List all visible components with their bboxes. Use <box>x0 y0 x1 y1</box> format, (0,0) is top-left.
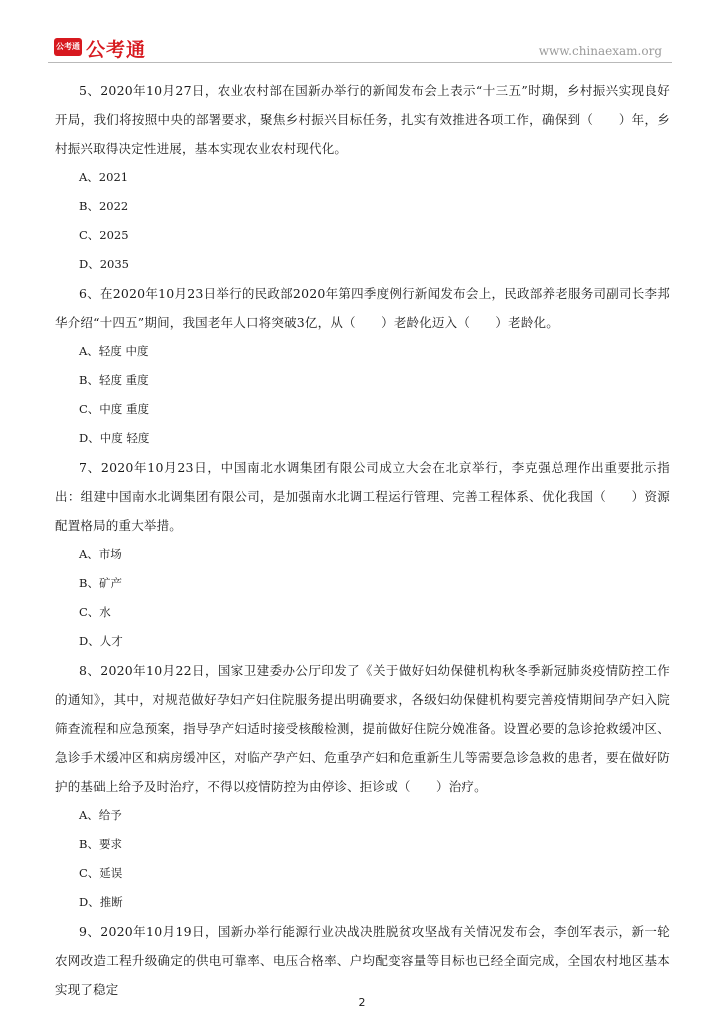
header-divider <box>48 62 672 63</box>
question-5-option-a: A、2021 <box>79 170 129 184</box>
site-url[interactable]: www.chinaexam.org <box>538 44 662 58</box>
question-7-option-b: B、矿产 <box>79 576 122 590</box>
question-5-option-b: B、2022 <box>79 199 129 213</box>
question-8-option-a: A、给予 <box>79 808 122 822</box>
question-6-option-b: B、轻度 重度 <box>79 373 149 387</box>
question-8-option-b: B、要求 <box>79 837 122 851</box>
question-5-option-c: C、2025 <box>79 228 129 242</box>
logo-badge-icon: 公考通 <box>54 38 82 56</box>
question-6-text: 6、在2020年10月23日举行的民政部2020年第四季度例行新闻发布会上，民政部养老服务司副司长李邦华介绍“十四五”期间，我国老年人口将突破3亿，从（ ）老龄化迈入（ ）老龄化。 <box>55 286 670 330</box>
page-header <box>48 34 672 62</box>
question-5-option-d: D、2035 <box>79 257 129 271</box>
question-7-option-c: C、水 <box>79 605 111 619</box>
logo-text: 公考通 <box>86 39 147 61</box>
question-6-option-d: D、中度 轻度 <box>79 431 150 445</box>
question-7-option-a: A、市场 <box>79 547 122 561</box>
question-list <box>55 76 670 1004</box>
question-9-text: 9、2020年10月19日，国新办举行能源行业决战决胜脱贫攻坚战有关情况发布会，李创军表示，新一轮农网改造工程升级确定的供电可靠率、电压合格率、户均配变容量等目标也已经全面完成，全国农村地区基本实现了稳定 <box>55 924 670 997</box>
question-7-option-d: D、人才 <box>79 634 123 648</box>
question-6-option-c: C、中度 重度 <box>79 402 149 416</box>
question-8-option-d: D、推断 <box>79 895 123 909</box>
question-8-text: 8、2020年10月22日，国家卫建委办公厅印发了《关于做好妇幼保健机构秋冬季新冠肺炎疫情防控工作的通知》，其中，对规范做好孕妇产妇住院服务提出明确要求，各级妇幼保健机构要完善疫情期间孕产妇入院筛查流程和应急预案，指导孕产妇适时接受核酸检测，提前做好住院分娩准备。设置必要的急诊抢救缓冲区、急诊手术缓冲区和病房缓冲区，对临产孕产妇、危重孕产妇和危重新生儿等需要急诊急救的患者，要在做好防护的基础上给予及时治疗，不得以疫情防控为由停诊、拒诊或（ ）治疗。 <box>55 663 670 794</box>
question-6-option-a: A、轻度 中度 <box>79 344 149 358</box>
question-8-option-c: C、延误 <box>79 866 123 880</box>
page-number: 2 <box>358 996 366 1009</box>
question-5-text: 5、2020年10月27日，农业农村部在国新办举行的新闻发布会上表示“十三五”时期，乡村振兴实现良好开局，我们将按照中央的部署要求，聚焦乡村振兴目标任务，扎实有效推进各项工作，确保到（ ）年，乡村振兴取得决定性进展，基本实现农业农村现代化。 <box>55 83 670 156</box>
question-7-text: 7、2020年10月23日，中国南北水调集团有限公司成立大会在北京举行，李克强总理作出重要批示指出：组建中国南水北调集团有限公司，是加强南水北调工程运行管理、完善工程体系、优化我国（ ）资源配置格局的重大举措。 <box>55 460 670 533</box>
